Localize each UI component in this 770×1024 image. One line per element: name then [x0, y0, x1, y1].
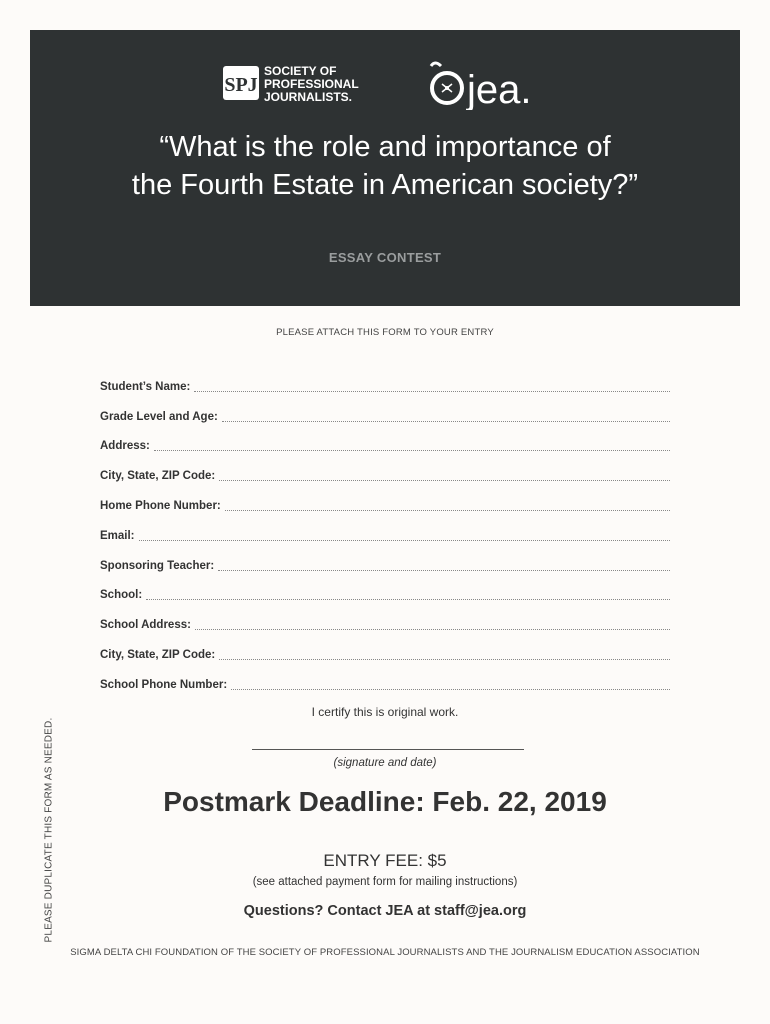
logo-row [30, 58, 740, 108]
field-label: Email: [100, 529, 135, 542]
field-line[interactable] [225, 510, 670, 511]
questions-contact: Questions? Contact JEA at staff@jea.org [243, 903, 527, 919]
field-label: City, State, ZIP Code: [100, 470, 216, 483]
field-line[interactable] [219, 659, 670, 660]
field-line[interactable] [195, 629, 670, 630]
field-school-address[interactable] [100, 604, 670, 634]
jea-wordmark: jea. [467, 68, 532, 110]
spj-line-3: JOURNALISTS. [264, 90, 353, 104]
field-label: School: [100, 589, 143, 602]
field-school-city-state-zip[interactable] [100, 634, 670, 664]
field-label: School Phone Number: [100, 678, 228, 691]
field-line[interactable] [219, 480, 670, 481]
postmark-deadline: Postmark Deadline: Feb. 22, 2019 [163, 786, 607, 817]
field-label: School Address: [100, 619, 191, 632]
field-line[interactable] [154, 450, 670, 451]
field-line[interactable] [194, 391, 670, 392]
entry-fee: ENTRY FEE: $5 [323, 851, 447, 870]
field-line[interactable] [222, 421, 670, 422]
headline-line-2: the Fourth Estate in American society?” [131, 169, 639, 201]
field-label: Sponsoring Teacher: [100, 559, 215, 572]
headline [30, 128, 740, 204]
field-city-state-zip[interactable] [100, 455, 670, 485]
field-school-phone[interactable] [100, 664, 670, 694]
field-grade-level-age[interactable] [100, 396, 670, 426]
field-line[interactable] [146, 599, 670, 600]
spj-logo [223, 62, 383, 109]
field-email[interactable] [100, 515, 670, 545]
spj-line-1: SOCIETY OF [264, 64, 337, 78]
field-label: Grade Level and Age: [100, 410, 218, 423]
field-label: City, State, ZIP Code: [100, 648, 216, 661]
certify-statement: I certify this is original work. [311, 705, 459, 719]
banner-subtitle: ESSAY CONTEST [328, 250, 442, 265]
attach-note: PLEASE ATTACH THIS FORM TO YOUR ENTRY [276, 327, 494, 338]
footer-text: SIGMA DELTA CHI FOUNDATION OF THE SOCIETY OF PROFESSIONAL JOURNALISTS AND THE JOURNALISM EDUCATION ASSOCIATION [70, 947, 700, 958]
field-label: Home Phone Number: [100, 499, 221, 512]
fee-note: (see attached payment form for mailing instructions) [252, 876, 518, 888]
field-label: Address: [100, 440, 150, 453]
jea-logo [425, 58, 555, 115]
signature-line[interactable] [252, 749, 524, 750]
field-school[interactable] [100, 575, 670, 605]
field-label: Student’s Name: [100, 380, 191, 393]
entry-form [100, 366, 670, 694]
header-banner [30, 30, 740, 306]
field-line[interactable] [218, 570, 670, 571]
field-address[interactable] [100, 426, 670, 456]
field-line[interactable] [139, 540, 670, 541]
signature-caption: (signature and date) [333, 757, 437, 769]
field-sponsoring-teacher[interactable] [100, 545, 670, 575]
headline-line-1: “What is the role and importance of [159, 131, 611, 163]
side-note-text: PLEASE DUPLICATE THIS FORM AS NEEDED. [43, 717, 55, 943]
spj-mark: SPJ [224, 74, 258, 96]
field-home-phone[interactable] [100, 485, 670, 515]
field-line[interactable] [231, 689, 670, 690]
spj-line-2: PROFESSIONAL [264, 77, 359, 91]
field-students-name[interactable] [100, 366, 670, 396]
